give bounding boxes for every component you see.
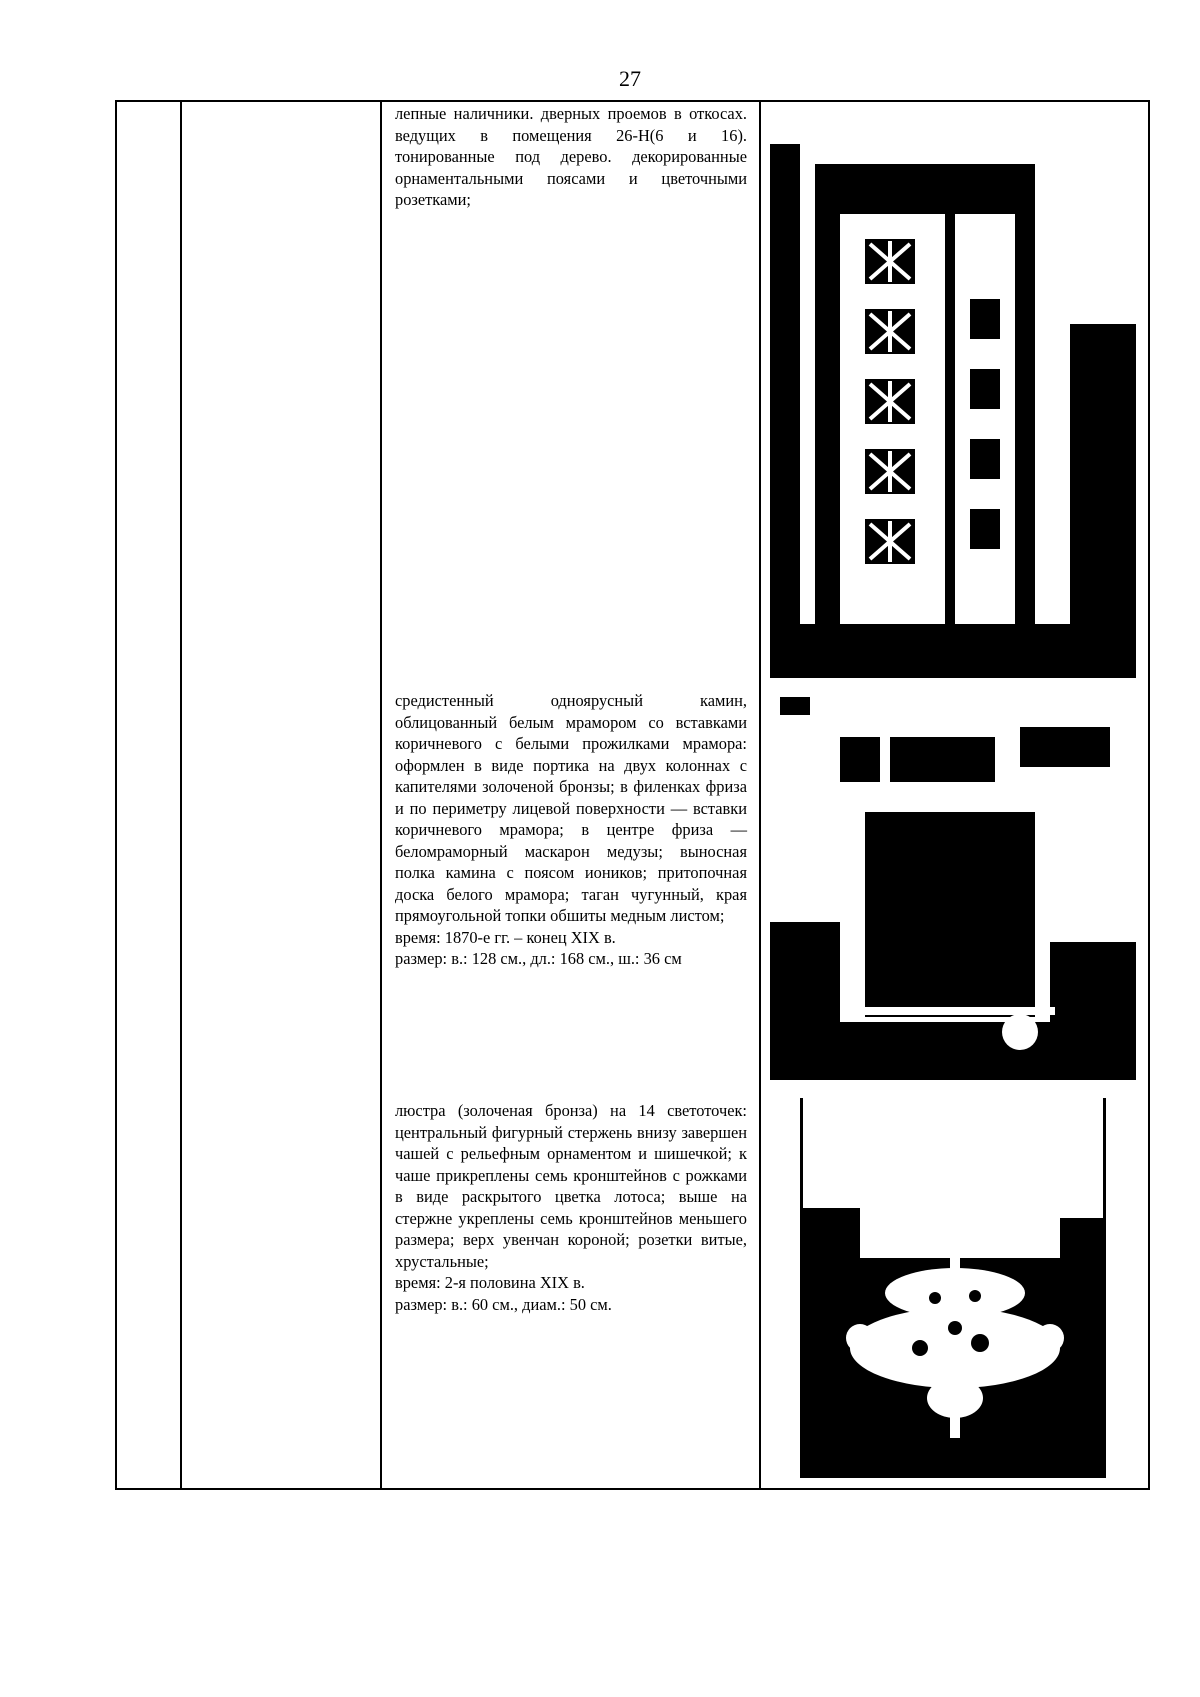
item-description-fireplace	[395, 690, 747, 970]
column-divider-1	[180, 100, 182, 1490]
item-time: время: 2-я половина XIX в.	[395, 1273, 585, 1292]
description-text: люстра (золоченая бронза) на 14 светоточек: центральный фигурный стержень внизу завершен чашей с рельефным орнаментом и шишечкой; к чаше прикреплены семь кронштейнов с рожками в виде раскрытого цветка лотоса; выше на стержне укреплены семь кронштейнов меньшего размера; верх увенчан короной; розетки витые, хрустальные;	[395, 1101, 747, 1271]
item-description-door-frames	[395, 103, 747, 211]
description-text: средистенный одноярусный камин, облицованный белым мрамором со вставками коричневого с белыми прожилками мрамора: оформлен в виде портика на двух колоннах с капителями золоченой бронзы; в филенках фриза и по периметру лицевой поверхности — вставки коричневого мрамора; в центре фриза — беломраморный маскарон медузы; выносная полка камина с поясом иоников; притопочная доска белого мрамора; таган чугунный, края прямоугольной топки обшиты медным листом;	[395, 691, 747, 925]
item-description-chandelier	[395, 1100, 747, 1315]
fireplace-photo	[770, 692, 1136, 1080]
column-divider-3	[759, 100, 761, 1490]
column-divider-2	[380, 100, 382, 1490]
carved-door-frame-photo	[770, 104, 1136, 678]
page-number: 27	[619, 66, 641, 91]
chandelier-photo	[800, 1098, 1106, 1478]
item-size: размер: в.: 128 см., дл.: 168 см., ш.: 36 см	[395, 949, 682, 968]
description-text: лепные наличники. дверных проемов в откосах. ведущих в помещения 26-Н(6 и 16). тонированные под дерево. декорированные орнаментальными поясами и цветочными розетками;	[395, 104, 747, 209]
item-size: размер: в.: 60 см., диам.: 50 см.	[395, 1294, 612, 1314]
item-time: время: 1870-е гг. – конец XIX в.	[395, 927, 616, 947]
